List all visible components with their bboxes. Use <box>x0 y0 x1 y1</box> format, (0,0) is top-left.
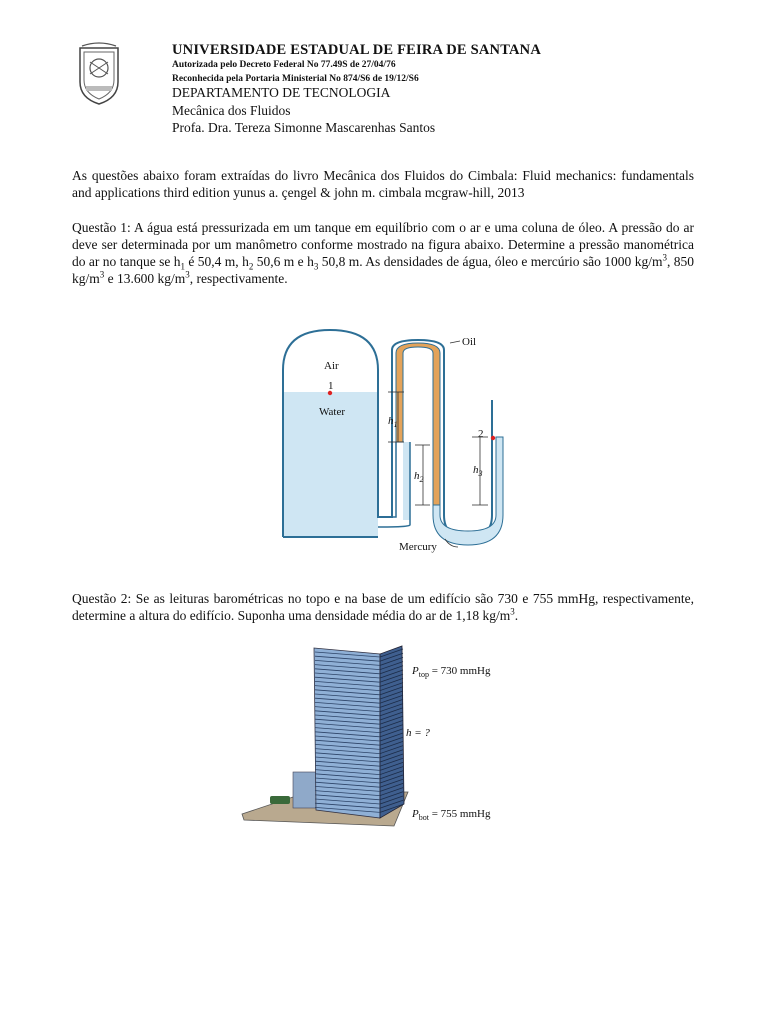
university-name: UNIVERSIDADE ESTADUAL DE FEIRA DE SANTANA <box>172 42 542 58</box>
h-unknown-label: h = ? <box>406 727 430 739</box>
p-bot-label: $P_{bot} = 755$ mmHg <box>412 808 491 822</box>
manometer-figure <box>270 325 510 560</box>
h3-label: $h_3$ <box>473 464 483 478</box>
university-seal-logo <box>74 42 124 106</box>
tower-side <box>380 646 404 818</box>
question-2: Questão 2: Se as leituras barométricas no topo e na base de um edifício são 730 e 755 mmHg, respectivamente, determine a altura do edifício. Suponha uma densidade média do ar de 1,18 $kg/m^3$. <box>72 591 694 623</box>
oil-label: Oil <box>462 336 477 348</box>
decree-line: Autorizada pelo Decreto Federal No 77.49S de 27/04/76 <box>172 60 396 70</box>
department-name: DEPARTAMENTO DE TECNOLOGIA <box>172 85 391 100</box>
point-2-marker <box>491 436 495 440</box>
air-label: Air <box>324 360 339 372</box>
water-label: Water <box>319 406 345 418</box>
mercury-label: Mercury <box>399 541 437 553</box>
recognition-line: Reconhecida pela Portaria Ministerial No 874/S6 de 19/12/S6 <box>172 74 419 84</box>
question-1: Questão 1: A água está pressurizada em um tanque em equilíbrio com o ar e uma coluna de óleo. A pressão do ar deve ser determinada por um manômetro conforme mostrado na figura abaixo. Determine a pressão manométrica do ar no tanque se $h_1$ é 50,4 m, $h_2$ 50,6 m e $h_3$ 50,8 m. As densidades de água, óleo e mercúrio são 1000 $kg/m^3$, 850 $kg/m^3$ e 13.600 $kg/m^3$, respectivamente. <box>72 220 694 286</box>
course-name: Mecânica dos Fluidos <box>172 103 291 118</box>
h2-label: $h_2$ <box>414 470 424 484</box>
point-2-label: 2 <box>478 428 484 440</box>
p-top-label: $P_{top} = 730$ mmHg <box>412 665 491 679</box>
car <box>270 796 290 804</box>
building-figure <box>238 642 528 828</box>
left-tube-water <box>403 442 410 520</box>
point-1-label: 1 <box>328 380 334 392</box>
intro-paragraph: As questões abaixo foram extraídas do livro Mecânica dos Fluidos do Cimbala: Fluid mechanics: fundamentals and applications third edition yunus a. çengel & john m. cimbala mcgraw-hill, 2013 <box>72 168 694 200</box>
h1-label: $h_1$ <box>388 415 398 429</box>
professor-name: Profa. Dra. Tereza Simonne Mascarenhas Santos <box>172 120 436 135</box>
